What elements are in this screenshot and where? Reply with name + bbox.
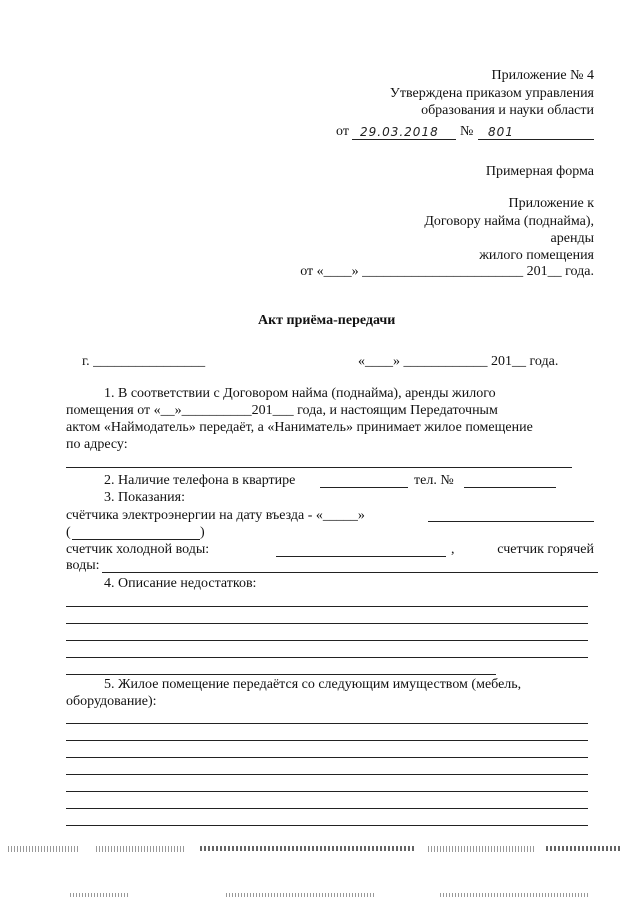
- p1-line1: 1. В соответствии с Договором найма (поднайма), аренды жилого: [104, 386, 496, 401]
- property-line-7: [66, 825, 588, 826]
- property-label: 5. Жилое помещение передаётся со следующим имуществом (мебель,: [104, 677, 522, 692]
- scan-artifact: [440, 893, 590, 897]
- scan-artifact: [226, 893, 376, 897]
- p1-line2: помещения от «__»__________201___ года, и настоящим Передаточным: [66, 403, 498, 418]
- document-title: Акт приёма-передачи: [258, 313, 396, 328]
- approved-by: Утверждена приказом управления: [389, 86, 594, 101]
- defects-line-2: [66, 623, 588, 624]
- address-line: [66, 467, 572, 468]
- property-line-1: [66, 723, 588, 724]
- phone-number-line: [464, 487, 556, 488]
- city-field: г. ________________: [82, 354, 206, 369]
- property-line-2: [66, 740, 588, 741]
- act-date-field: «____» ____________ 201__ года.: [358, 354, 559, 369]
- defects-line-3: [66, 640, 588, 641]
- phone-label: 2. Наличие телефона в квартире: [104, 473, 296, 488]
- property-label-cont: оборудование):: [66, 694, 157, 709]
- scan-artifact: [70, 893, 130, 897]
- electricity-words-line: [72, 539, 200, 540]
- electricity-reading-label: счётчика электроэнергии на дату въезда - «_____»: [66, 508, 365, 523]
- order-number-handwritten: 801: [488, 125, 514, 139]
- property-line-4: [66, 774, 588, 775]
- electricity-reading-line: [428, 521, 594, 522]
- p1-line3: актом «Наймодатель» передаёт, а «Наниматель» принимает жилое помещение: [66, 420, 533, 435]
- phone-presence-line: [320, 487, 408, 488]
- defects-line-4: [66, 657, 588, 658]
- scan-artifact: [546, 846, 622, 851]
- property-line-5: [66, 791, 588, 792]
- sample-form-label: Примерная форма: [485, 164, 594, 179]
- hot-water-label-cont: воды:: [66, 558, 100, 573]
- property-line-6: [66, 808, 588, 809]
- cold-water-comma: ,: [451, 542, 455, 557]
- scan-artifact: [8, 846, 78, 852]
- electricity-open-paren: (: [66, 525, 71, 540]
- order-date-handwritten: 29.03.2018: [360, 125, 439, 139]
- approved-by-org: образования и науки области: [421, 103, 594, 118]
- order-number-label: №: [460, 124, 474, 139]
- order-date-prefix: от: [336, 124, 349, 139]
- defects-line-5: [66, 674, 496, 675]
- scan-artifact: [428, 846, 536, 852]
- electricity-close-paren: ): [200, 525, 205, 540]
- defects-label: 4. Описание недостатков:: [104, 576, 257, 591]
- hot-water-label: счетчик горячей: [497, 542, 594, 557]
- p1-line4: по адресу:: [66, 437, 128, 452]
- scan-artifact: [96, 846, 186, 852]
- appendix-to: Приложение к: [508, 196, 594, 211]
- cold-water-label: счетчик холодной воды:: [66, 542, 210, 557]
- readings-label: 3. Показания:: [104, 490, 185, 505]
- contract-premises: жилого помещения: [479, 248, 594, 263]
- hot-water-line: [102, 572, 598, 573]
- scan-artifact: [200, 846, 414, 851]
- contract-date-line: от «____» _______________________ 201__ года.: [300, 264, 594, 279]
- contract-rent: аренды: [550, 231, 594, 246]
- defects-line-1: [66, 606, 588, 607]
- property-line-3: [66, 757, 588, 758]
- appendix-number: Приложение № 4: [491, 68, 594, 83]
- phone-number-label: тел. №: [414, 473, 454, 488]
- cold-water-line: [276, 556, 446, 557]
- contract-name: Договору найма (поднайма),: [424, 214, 594, 229]
